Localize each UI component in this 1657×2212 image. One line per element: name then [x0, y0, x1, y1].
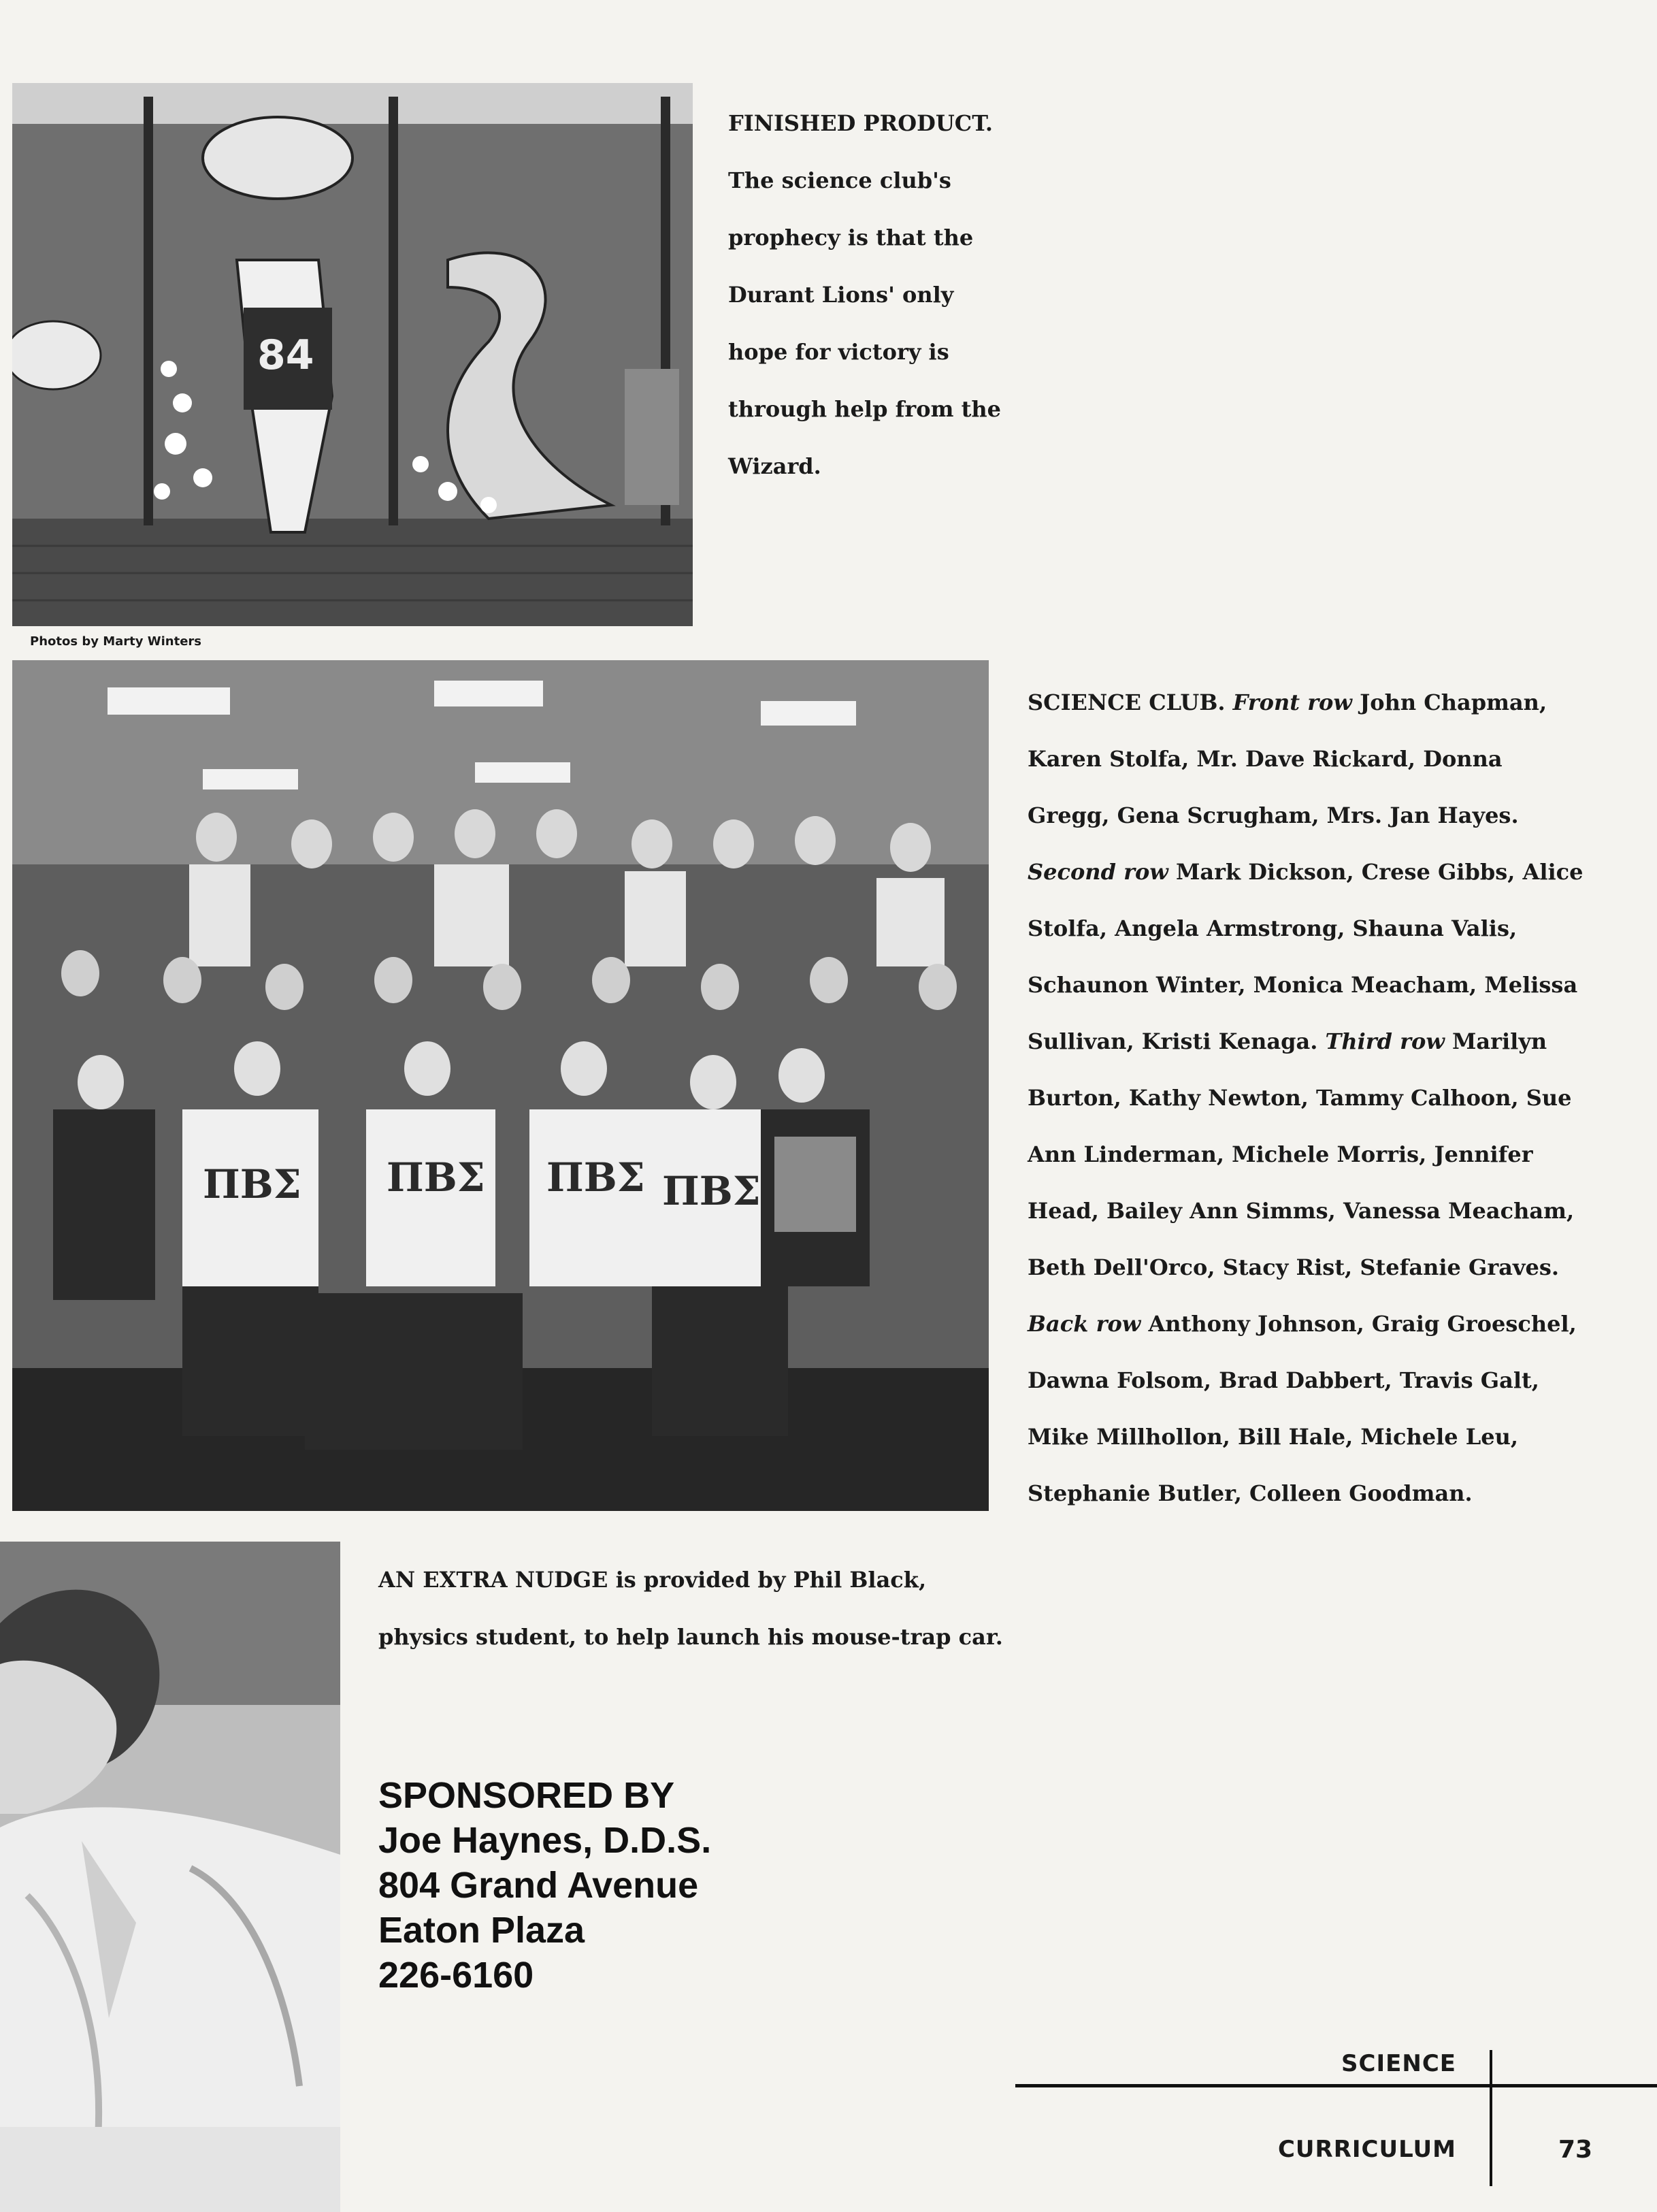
caption-line: [1028, 1028, 1640, 1056]
caption-row-label: Second row: [1028, 858, 1168, 885]
caption-line: FINISHED PRODUCT.: [728, 110, 994, 136]
svg-text:ΠΒΣ: ΠΒΣ: [662, 1168, 761, 1214]
caption-text: Sullivan, Kristi Kenaga.: [1028, 1028, 1326, 1054]
caption-line: Beth Dell'Orco, Stacy Rist, Stefanie Graves.: [1028, 1254, 1560, 1280]
student-photo-illustration: [0, 1542, 340, 2212]
footer-section: SCIENCE: [1341, 2050, 1456, 2077]
caption-line: Wizard.: [728, 453, 821, 479]
svg-text:ΠΒΣ: ΠΒΣ: [203, 1161, 301, 1207]
caption-text: Marilyn: [1444, 1028, 1547, 1054]
footer-rule-horizontal: [1015, 2084, 1657, 2087]
caption-line: Stephanie Butler, Colleen Goodman.: [1028, 1480, 1473, 1506]
caption-text: Mark Dickson, Crese Gibbs, Alice: [1168, 858, 1584, 885]
mouse-trap-car-caption: [378, 1537, 1059, 1680]
caption-row-label: Front row: [1232, 689, 1352, 715]
svg-text:ΠΒΣ: ΠΒΣ: [387, 1154, 485, 1201]
caption-line: physics student, to help launch his mouse-trap car.: [378, 1624, 1003, 1650]
window-photo-caption: [728, 80, 1014, 509]
caption-line: Dawna Folsom, Brad Dabbert, Travis Galt,: [1028, 1367, 1539, 1393]
caption-row-label: Back row: [1028, 1310, 1141, 1337]
caption-line: Mike Millhollon, Bill Hale, Michele Leu,: [1028, 1423, 1518, 1450]
caption-line: Stolfa, Angela Armstrong, Shauna Valis,: [1028, 915, 1517, 941]
photo-credit: Photos by Marty Winters: [30, 634, 201, 649]
caption-line: Head, Bailey Ann Simms, Vanessa Meacham,: [1028, 1197, 1575, 1224]
caption-line: Karen Stolfa, Mr. Dave Rickard, Donna: [1028, 745, 1503, 772]
caption-line: Schaunon Winter, Monica Meacham, Melissa: [1028, 971, 1578, 998]
sponsor-heading: SPONSORED BY: [378, 1775, 675, 1816]
caption-line: [1028, 689, 1640, 717]
science-club-group-photo: [12, 660, 989, 1511]
window-painting-photo: [12, 83, 693, 626]
sponsor-block: [378, 1773, 711, 1998]
footer-rule-vertical: [1490, 2050, 1492, 2186]
sponsor-plaza: Eaton Plaza: [378, 1910, 585, 1951]
caption-text: John Chapman,: [1351, 689, 1547, 715]
caption-line: hope for victory is: [728, 339, 949, 365]
caption-line: Burton, Kathy Newton, Tammy Calhoon, Sue: [1028, 1084, 1572, 1111]
caption-row-label: Third row: [1325, 1028, 1445, 1054]
sponsor-name: Joe Haynes, D.D.S.: [378, 1820, 712, 1861]
science-club-caption: [1028, 660, 1640, 1536]
caption-line: Gregg, Gena Scrugham, Mrs. Jan Hayes.: [1028, 802, 1519, 828]
caption-line: [1028, 858, 1640, 887]
caption-line: The science club's: [728, 167, 951, 193]
group-photo-illustration: [12, 660, 989, 1511]
caption-line: prophecy is that the: [728, 225, 974, 250]
caption-line: through help from the: [728, 396, 1001, 422]
caption-line: AN EXTRA NUDGE is provided by Phil Black,: [378, 1567, 927, 1593]
footer-subsection: CURRICULUM: [1277, 2136, 1456, 2163]
page-number: 73: [1558, 2136, 1593, 2164]
svg-text:84: 84: [257, 331, 314, 379]
caption-line: Ann Linderman, Michele Morris, Jennifer: [1028, 1141, 1533, 1167]
svg-text:ΠΒΣ: ΠΒΣ: [546, 1154, 645, 1201]
sponsor-address: 804 Grand Avenue: [378, 1865, 699, 1906]
caption-line: Durant Lions' only: [728, 282, 954, 308]
caption-line: [1028, 1310, 1640, 1339]
sponsor-phone: 226-6160: [378, 1955, 534, 1996]
window-painting-illustration: [12, 83, 693, 626]
caption-text: SCIENCE CLUB.: [1028, 689, 1233, 715]
caption-text: Anthony Johnson, Graig Groeschel,: [1141, 1310, 1577, 1337]
physics-student-photo: [0, 1542, 340, 2212]
